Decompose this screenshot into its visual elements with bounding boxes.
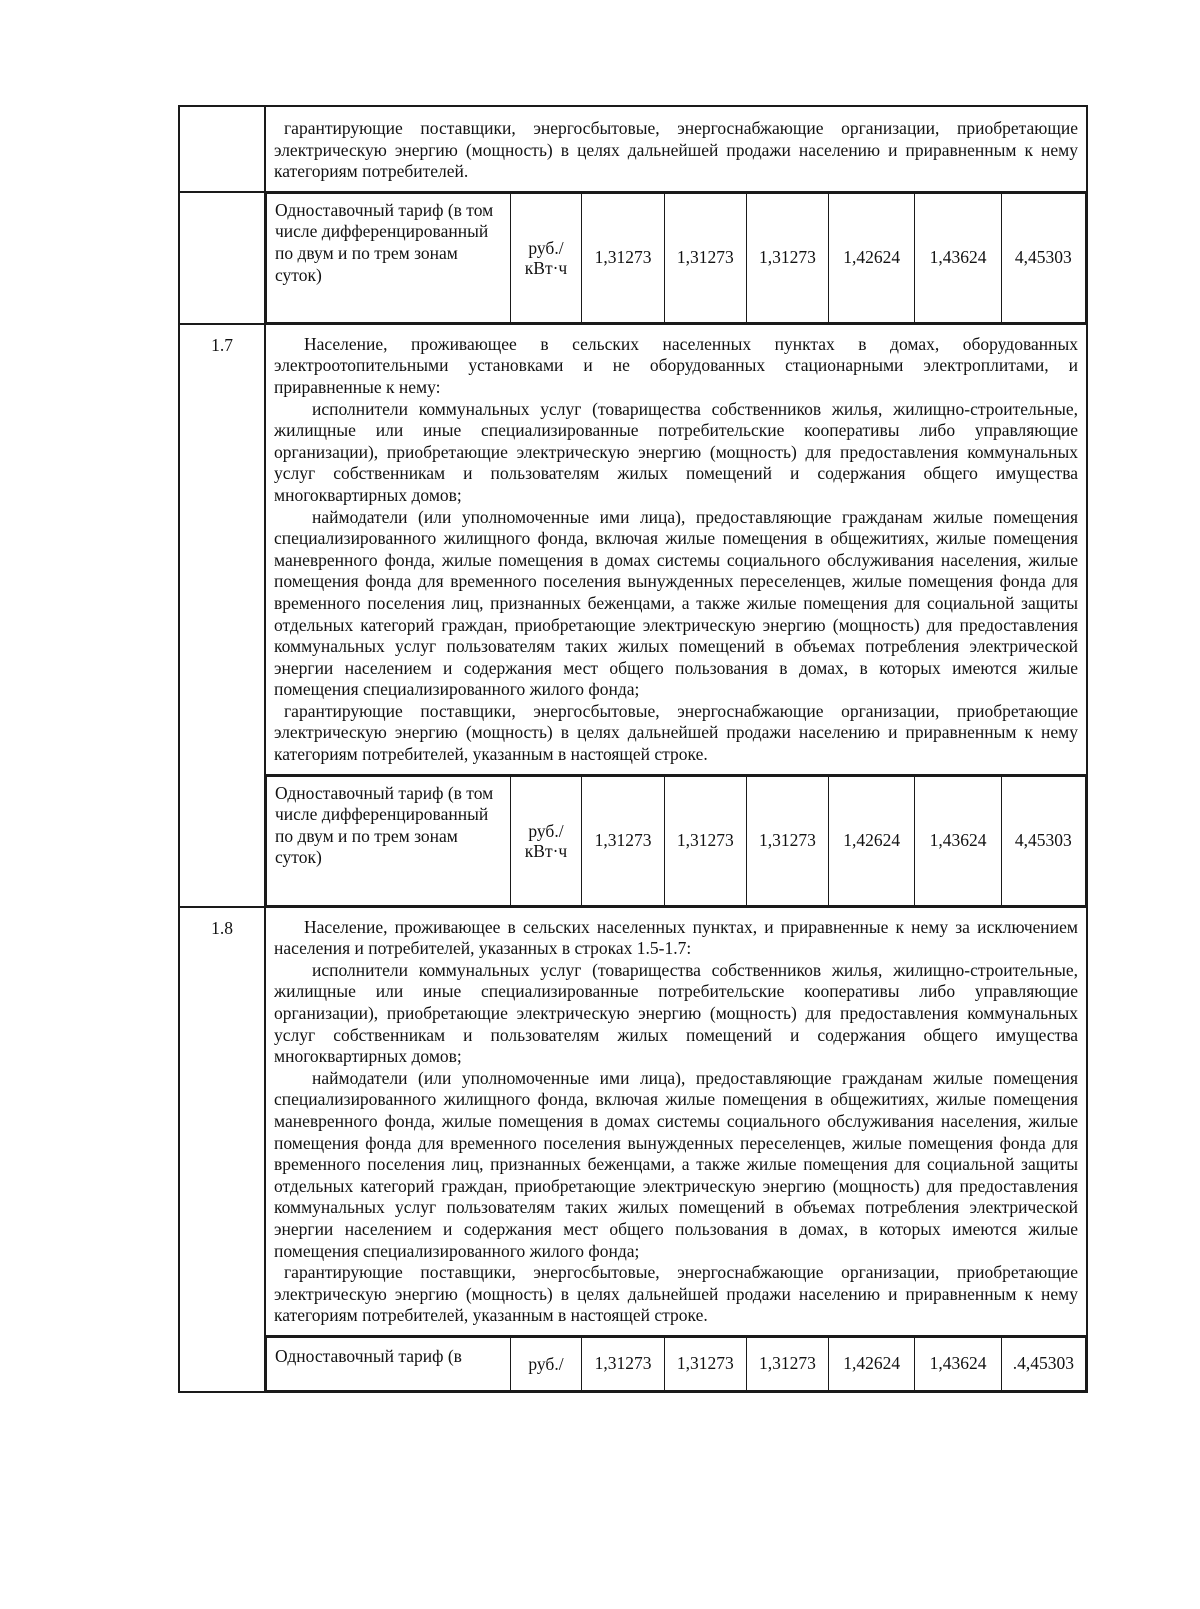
- tariff-value: 1,31273: [582, 776, 664, 905]
- tariff-value: 1,43624: [915, 1337, 1001, 1390]
- tariff-unit: руб./ кВт·ч: [510, 193, 582, 322]
- tariff-value: 4,45303: [1001, 776, 1085, 905]
- tariff-value: 1,42624: [829, 776, 915, 905]
- paragraph: гарантирующие поставщики, энергосбытовые, энергоснабжающие организации, приобретающие электрическую энергию (мощность) в целях дальнейшей продажи населению и приравненным к нему категориям потребителей, указанным в настоящей строке.: [274, 700, 1078, 765]
- table-row: [179, 907, 1087, 1336]
- tariff-value: 1,31273: [664, 1337, 746, 1390]
- tariff-line: [267, 776, 1086, 905]
- tariff-row-wrapper: [179, 775, 1087, 907]
- tariff-name: Одноставочный тариф (в том числе дифференцированный по двум и по трем зонам суток): [267, 193, 511, 322]
- paragraph: наймодатели (или уполномоченные ими лица), предоставляющие гражданам жилые помещения специализированного жилищного фонда, включая жилые помещения в общежитиях, жилые помещения маневренного фонда, жилые помещения в домах системы социального обслуживания населения, жилые помещения фонда для временного поселения вынужденных переселенцев, жилые помещения фонда для временного поселения лиц, признанных беженцами, а также жилые помещения для социальной защиты отдельных категорий граждан, приобретающие электрическую энергию (мощность) для предоставления коммунальных услуг пользователям таких жилых помещений в объемах потребления электрической энергии населением и содержания мест общего пользования в домах, в которых имеются жилые помещения специализированного жилого фонда;: [274, 506, 1078, 700]
- paragraph: исполнители коммунальных услуг (товарищества собственников жилья, жилищно-строительные, жилищные или иные специализированные потребительские кооперативы либо управляющие организации), приобретающие электрическую энергию (мощность) для предоставления коммунальных услуг собственникам и пользователям жилых помещений и содержания общего имущества многоквартирных домов;: [274, 398, 1078, 505]
- paragraph: гарантирующие поставщики, энергосбытовые, энергоснабжающие организации, приобретающие электрическую энергию (мощность) в целях дальнейшей продажи населению и приравненным к нему категориям потребителей, указанным в настоящей строке.: [274, 1262, 1078, 1326]
- tariff-unit: руб./: [510, 1337, 582, 1390]
- tariff-line: [267, 193, 1086, 322]
- tariff-unit: руб./ кВт·ч: [510, 776, 582, 905]
- tariff-value: 1,31273: [746, 1337, 828, 1390]
- tariff-value: 1,31273: [582, 1337, 664, 1390]
- row-description: [265, 324, 1087, 775]
- tariff-row-wrapper: [179, 1336, 1087, 1392]
- tariff-value: 1,31273: [582, 193, 664, 322]
- row-number: 1.8: [179, 907, 265, 1392]
- tariff-name: Одноставочный тариф (в том числе дифференцированный по двум и по трем зонам суток): [267, 776, 511, 905]
- tariff-value: 1,31273: [664, 193, 746, 322]
- tariff-value: 1,42624: [829, 1337, 915, 1390]
- tariff-line: [267, 1337, 1086, 1390]
- row-description: [265, 907, 1087, 1336]
- row-number: 1.7: [179, 324, 265, 907]
- paragraph: исполнители коммунальных услуг (товарищества собственников жилья, жилищно-строительные, жилищные или иные специализированные потребительские кооперативы либо управляющие организации), приобретающие электрическую энергию (мощность) для предоставления коммунальных услуг собственникам и пользователям жилых помещений и содержания общего имущества многоквартирных домов;: [274, 959, 1078, 1067]
- tariff-value: 1,31273: [664, 776, 746, 905]
- row-number-empty: [179, 192, 265, 324]
- tariff-name: Одноставочный тариф (в: [267, 1337, 511, 1390]
- row-description: [265, 106, 1087, 192]
- table-row: [179, 324, 1087, 775]
- tariff-values-table: [266, 1337, 1086, 1391]
- paragraph: Население, проживающее в сельских населенных пунктах в домах, оборудованных электроотопительными установками и не оборудованных стационарными электроплитами, и приравненные к нему:: [274, 333, 1078, 397]
- tariff-value: 1,31273: [746, 193, 828, 322]
- tariff-row-wrapper: [179, 192, 1087, 324]
- tariff-value: 1,43624: [915, 776, 1001, 905]
- row-number: [179, 106, 265, 192]
- tariff-table: [178, 105, 1088, 1393]
- tariff-value: 1,43624: [915, 193, 1001, 322]
- table-row: [179, 106, 1087, 192]
- paragraph: гарантирующие поставщики, энергосбытовые, энергоснабжающие организации, приобретающие электрическую энергию (мощность) в целях дальнейшей продажи населению и приравненным к нему категориям потребителей.: [274, 118, 1078, 182]
- tariff-values-table: [266, 193, 1086, 323]
- tariff-value: 4,45303: [1001, 193, 1085, 322]
- tariff-value: 1,42624: [829, 193, 915, 322]
- paragraph: наймодатели (или уполномоченные ими лица), предоставляющие гражданам жилые помещения специализированного жилищного фонда, включая жилые помещения в общежитиях, жилые помещения маневренного фонда, жилые помещения в домах системы социального обслуживания населения, жилые помещения фонда для временного поселения вынужденных переселенцев, жилые помещения фонда для временного поселения лиц, признанных беженцами, а также жилые помещения для социальной защиты отдельных категорий граждан, приобретающие электрическую энергию (мощность) для предоставления коммунальных услуг пользователям таких жилых помещений в объемах потребления электрической энергии населением и содержания мест общего пользования в домах, в которых имеются жилые помещения специализированного жилого фонда;: [274, 1067, 1078, 1261]
- paragraph: Население, проживающее в сельских населенных пунктах, и приравненные к нему за исключением населения и потребителей, указанных в строках 1.5-1.7:: [274, 916, 1078, 959]
- tariff-value: 1,31273: [746, 776, 828, 905]
- tariff-value: .4,45303: [1001, 1337, 1085, 1390]
- tariff-values-table: [266, 776, 1086, 906]
